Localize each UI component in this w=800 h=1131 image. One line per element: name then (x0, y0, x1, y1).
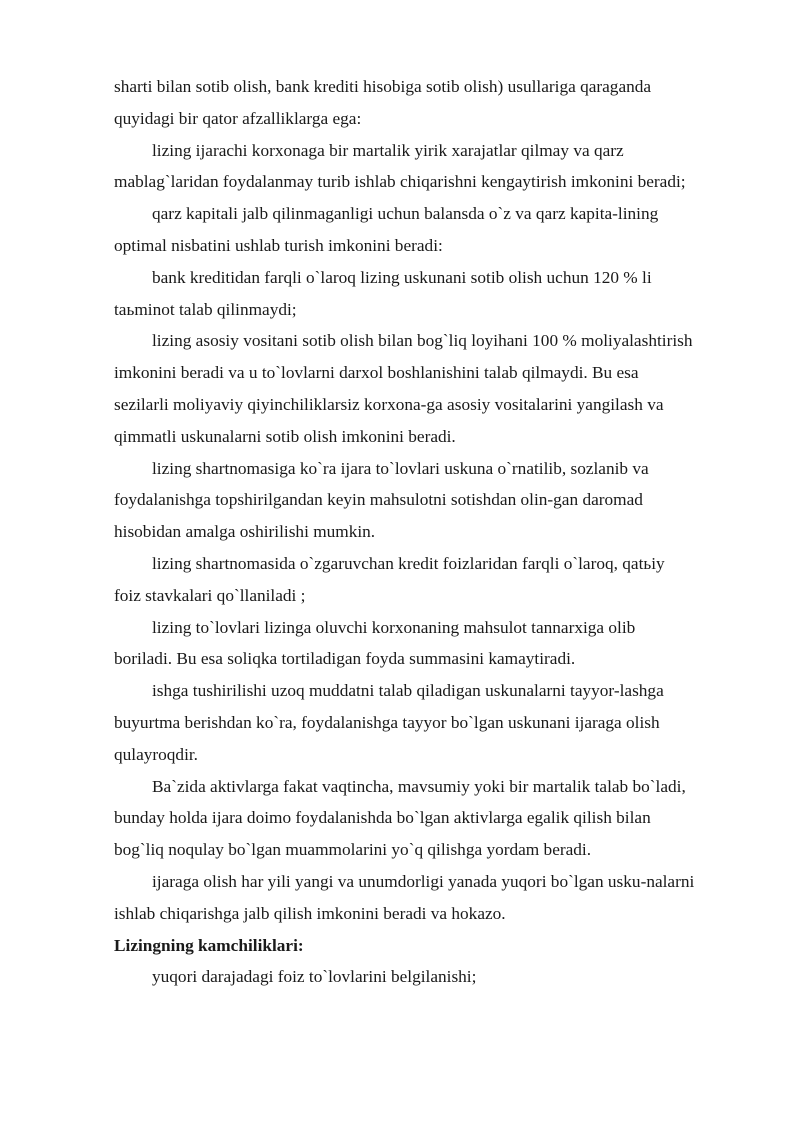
body-text (114, 71, 760, 930)
text-line: mablag`laridan foydalanmay turib ishlab chiqarishni kengaytirish imkonini beradi; (114, 172, 686, 192)
text-line: ishga tushirilishi uzoq muddatni talab qiladigan uskunalarni tayyor-lashga (152, 681, 664, 701)
text-line: lizing ijarachi korxonaga bir martalik yirik xarajatlar qilmay va qarz (152, 140, 624, 160)
text-line: sharti bilan sotib olish, bank krediti hisobiga sotib olish) usullariga qaraganda (114, 77, 652, 96)
text-line: qulayroqdir. (114, 744, 198, 764)
text-line: taьminot talab qilinmaydi; (114, 299, 297, 319)
text-line: boriladi. Bu esa soliqka tortiladigan foyda summasini kamaytiradi. (114, 649, 576, 669)
text-line: sezilarli moliyaviy qiyinchiliklarsiz korxona-ga asosiy vositalarini yangilash va (114, 394, 664, 414)
text-line: yuqori darajadagi foiz to`lovlarini belgilanishi; (152, 967, 477, 987)
text-line: qarz kapitali jalb qilinmaganligi uchun balansda o`z va qarz kapita-lining (152, 204, 659, 224)
document-page (114, 71, 760, 993)
text-line: ishlab chiqarishga jalb qilish imkonini beradi va hokazo. (114, 903, 506, 923)
section-heading: Lizingning kamchiliklari: (114, 935, 304, 955)
text-line: lizing asosiy vositani sotib olish bilan bog`liq loyihani 100 % moliyalashtirish (152, 331, 693, 351)
text-line: bog`liq noqulay bo`lgan muammolarini yo`q qilishga yordam beradi. (114, 840, 592, 860)
text-line: foydalanishga topshirilgandan keyin mahsulotni sotishdan olin-gan daromad (114, 490, 643, 510)
text-line: lizing to`lovlari lizinga oluvchi korxonaning mahsulot tannarxiga olib (152, 617, 636, 637)
text-line: bunday holda ijara doimo foydalanishda bo`lgan aktivlarga egalik qilish bilan (114, 808, 651, 828)
text-line: quyidagi bir qator afzalliklarga ega: (114, 108, 362, 128)
text-line: buyurtma berishdan ko`ra, foydalanishga tayyor bo`lgan uskunani ijaraga olish (114, 712, 660, 732)
text-line: lizing shartnomasiga ko`ra ijara to`lovlari uskuna o`rnatilib, sozlanib va (152, 458, 649, 478)
text-line: hisobidan amalga oshirilishi mumkin. (114, 522, 376, 542)
text-line: qimmatli uskunalarni sotib olish imkonini beradi. (114, 426, 456, 446)
body-text (114, 961, 760, 993)
text-line: optimal nisbatini ushlab turish imkonini beradi: (114, 235, 443, 255)
text-line: imkonini beradi va u to`lovlarni darxol boshlanishini talab qilmaydi. Bu esa (114, 363, 639, 383)
text-line: bank kreditidan farqli o`laroq lizing uskunani sotib olish uchun 120 % li (152, 267, 652, 287)
text-line: foiz stavkalari qo`llaniladi ; (114, 585, 306, 605)
text-line: ijaraga olish har yili yangi va unumdorligi yanada yuqori bo`lgan usku-nalarni (152, 871, 695, 891)
text-line: Ba`zida aktivlarga fakat vaqtincha, mavsumiy yoki bir martalik talab bo`ladi, (152, 776, 686, 796)
text-line: lizing shartnomasida o`zgaruvchan kredit foizlaridan farqli o`laroq, qatьiy (152, 553, 665, 573)
